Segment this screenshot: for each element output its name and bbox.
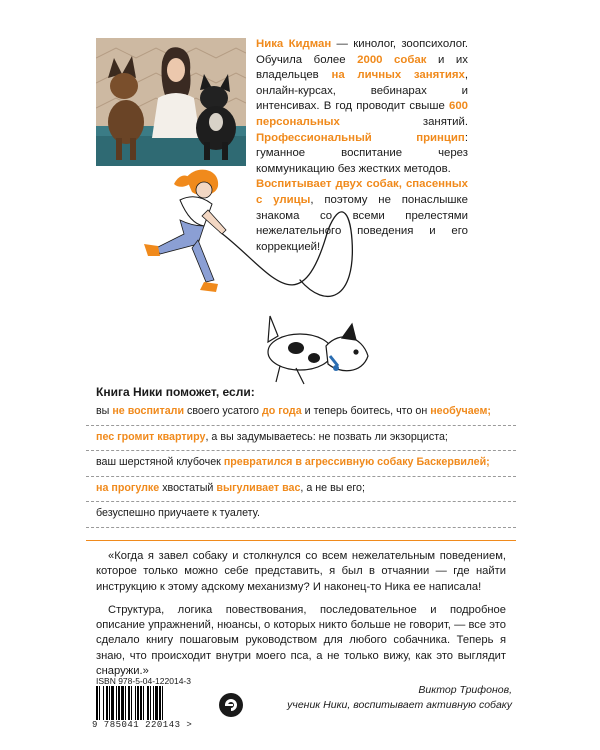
highlighted-text: Ника Кидман	[256, 38, 332, 50]
text-run: ваш шерстяной клубочек	[96, 456, 224, 469]
signature-name: Виктор Трифонов,	[418, 684, 512, 696]
barcode-bar	[125, 686, 126, 722]
isbn-label: ISBN 978-5-04-122014-3	[96, 676, 191, 686]
text-run: и теперь боитесь, что он	[301, 405, 431, 417]
barcode-bar	[118, 686, 120, 722]
barcode-bar	[131, 686, 132, 722]
highlighted-text: на прогулке	[96, 481, 160, 494]
barcode-bar	[137, 686, 139, 722]
dog-figure	[268, 316, 368, 384]
highlighted-text: 2000 собак	[357, 53, 427, 66]
highlighted-text: пес громит квартиру	[96, 430, 206, 443]
helps-list-item	[86, 450, 516, 476]
text-run: , онлайн-курсах, вебинарах и интенсивах. В год проводит свыше	[256, 69, 468, 113]
barcode-bar	[116, 686, 117, 722]
text-run: безуспешно приучаете к туалету.	[96, 507, 260, 520]
quote-paragraph-1: «Когда я завел собаку и столкнулся со всем нежелательным поведением, которое только можно себе представить, я был в отчаянии — где найти инструкцию к этому адскому механизму? И наконец-то Ника ее написала!	[96, 550, 506, 593]
barcode-bar	[155, 686, 158, 722]
barcode-bar	[162, 686, 163, 722]
text-run: , а не вы его;	[300, 481, 365, 494]
highlighted-text: необучаем;	[430, 405, 491, 417]
barcode-digits: 9 785041 220143 >	[92, 720, 202, 730]
section-divider	[86, 540, 516, 541]
helps-list-item	[86, 425, 516, 451]
helps-list-item	[86, 402, 516, 425]
highlighted-text: Профессиональный принцип	[256, 131, 465, 144]
author-photo-illustration	[96, 38, 246, 166]
barcode-bar	[153, 686, 154, 722]
text-run: , поэтому не понаслышке знакома со всеми прелестями нежелательного поведения и его коррекцией!	[256, 193, 469, 253]
highlighted-text: Воспитывает двух собак, спасенных с улицы	[256, 178, 468, 206]
highlighted-text: 600 персональных	[256, 100, 468, 128]
text-run: , а вы задумываетесь: не позвать ли экзорциста;	[205, 430, 448, 443]
barcode-bar	[99, 686, 100, 722]
bio-paragraph-1	[256, 37, 468, 177]
helps-list	[86, 402, 516, 528]
testimonial-quote	[96, 549, 506, 679]
helps-list-item	[86, 501, 516, 528]
text-run: : гуманное воспитание через коммуникацию без жестких методов.	[256, 131, 468, 175]
woman-walking-dog-illustration	[100, 160, 460, 400]
barcode-bar	[96, 686, 98, 722]
barcode-bar	[106, 686, 108, 722]
text-run: — кинолог, зоопсихолог. Обучила более	[256, 38, 468, 66]
barcode-bar	[147, 686, 149, 722]
text-run: своего усатого	[184, 405, 262, 417]
text-run: вы	[96, 405, 113, 417]
barcode-bar	[150, 686, 151, 722]
publisher-logo-icon	[218, 692, 244, 718]
helps-title: Книга Ники поможет, если:	[96, 385, 255, 399]
barcode-bar	[103, 686, 104, 722]
author-photo	[96, 38, 246, 166]
barcode-bar	[143, 686, 144, 722]
highlighted-text: выгуливает вас	[216, 481, 301, 494]
quote-paragraph-2: Структура, логика повествования, последовательное и подробное описание упражнений, нюансы, о которых никто больше не говорит, — все это сделало книгу пошаговым руководством для любого собачника. Теперь я знаю, что происходит внутри моего пса, а не только вижу, как это выглядит снаружи.»	[96, 603, 506, 678]
highlighted-text: до года	[261, 405, 302, 417]
barcode-bar	[159, 686, 161, 722]
barcode-bar	[135, 686, 136, 722]
highlighted-text: не воспитали	[112, 405, 185, 417]
helps-list-item	[86, 476, 516, 502]
barcode-bar	[128, 686, 130, 722]
barcode-bar	[109, 686, 110, 722]
barcode-bar	[140, 686, 142, 722]
signature-role: ученик Ники, воспитывает активную собаку	[287, 699, 512, 711]
highlighted-text: на личных занятиях	[331, 69, 465, 82]
barcode-bar	[121, 686, 124, 722]
barcode-bar	[111, 686, 114, 722]
text-run: хвостатый	[159, 481, 217, 494]
highlighted-text: превратился в агрессивную собаку Баскервилей;	[223, 456, 490, 469]
text-run: и их владельцев	[256, 53, 468, 82]
text-run: занятий.	[339, 115, 468, 128]
woman-figure	[144, 170, 226, 292]
quote-signature	[287, 683, 512, 713]
